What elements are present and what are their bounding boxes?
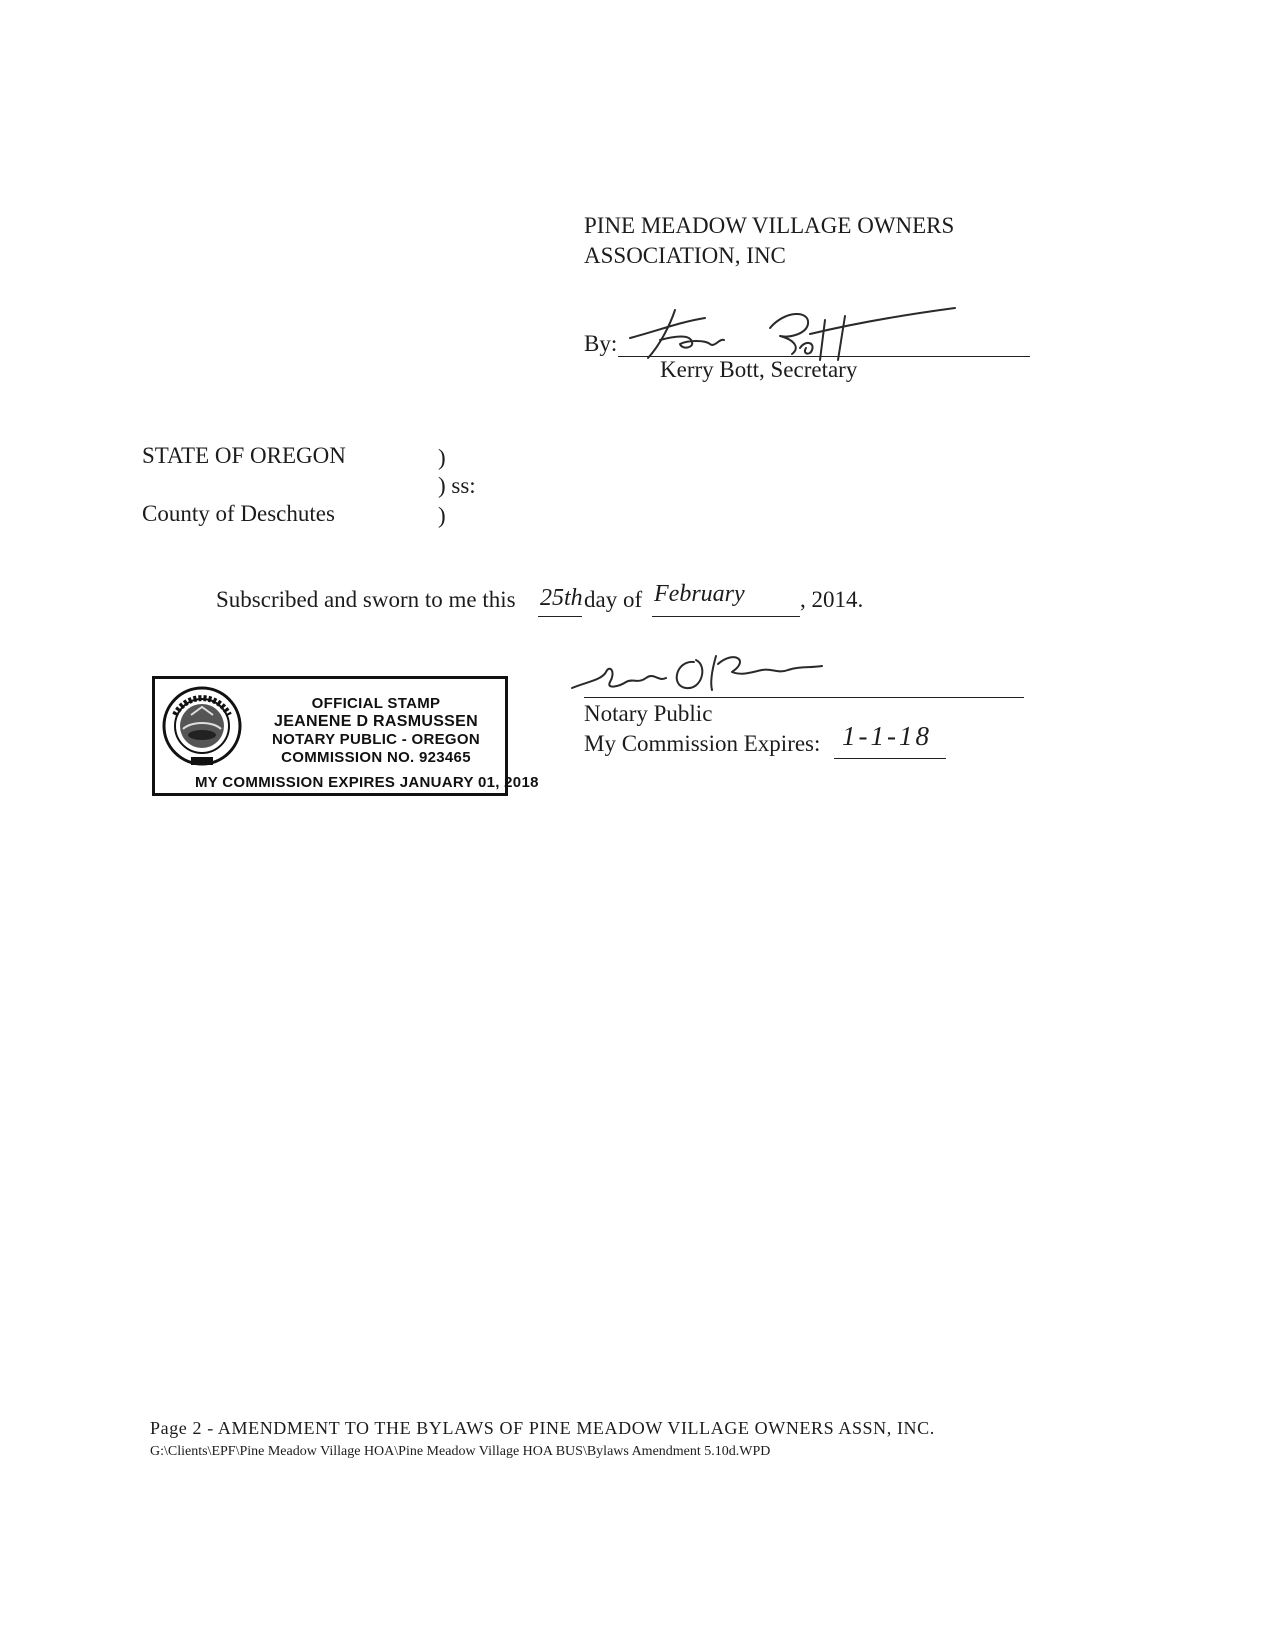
stamp-commission-number: COMMISSION NO. 923465 <box>281 749 471 766</box>
notary-title: Notary Public <box>584 701 713 726</box>
stamp-notary-name: JEANENE D RASMUSSEN <box>274 713 478 730</box>
venue-paren-ss: ) ss: <box>438 473 476 498</box>
notary-signature <box>566 642 846 702</box>
org-name-line1: PINE MEADOW VILLAGE OWNERS <box>584 213 955 238</box>
venue-state: STATE OF OREGON <box>142 443 346 468</box>
jurat-day-handwritten: 25th <box>540 585 583 611</box>
signer-name: Kerry Bott, Secretary <box>660 357 858 382</box>
venue-county: County of Deschutes <box>142 501 335 526</box>
jurat-day-line <box>538 616 582 617</box>
notary-expires-line <box>834 758 946 759</box>
jurat-prefix: Subscribed and sworn to me this <box>216 587 516 612</box>
notary-signature-line <box>584 697 1024 698</box>
official-notary-stamp <box>152 676 539 796</box>
venue-paren-bottom: ) <box>438 503 446 528</box>
stamp-heading: OFFICIAL STAMP <box>311 695 441 712</box>
footer-page-title: Page 2 - AMENDMENT TO THE BYLAWS OF PINE MEADOW VILLAGE OWNERS ASSN, INC. <box>150 1418 935 1438</box>
by-label: By: <box>584 331 618 356</box>
jurat-day-of: day of <box>584 587 643 612</box>
jurat-year: , 2014. <box>800 587 864 612</box>
org-name-line2: ASSOCIATION, INC <box>584 243 786 268</box>
stamp-expiration: MY COMMISSION EXPIRES JANUARY 01, 2018 <box>195 774 539 791</box>
notary-expires-handwritten: 1-1-18 <box>842 721 932 751</box>
stamp-notary-public: NOTARY PUBLIC - OREGON <box>272 731 480 748</box>
venue-paren-top: ) <box>438 445 446 470</box>
jurat-month-handwritten: February <box>654 581 745 607</box>
footer-file-path: G:\Clients\EPF\Pine Meadow Village HOA\Pine Meadow Village HOA BUS\Bylaws Amendment 5.10d.WPD <box>150 1444 771 1459</box>
oregon-seal-icon <box>161 685 243 767</box>
jurat-month-line <box>652 616 800 617</box>
notary-expires-label: My Commission Expires: <box>584 731 821 756</box>
